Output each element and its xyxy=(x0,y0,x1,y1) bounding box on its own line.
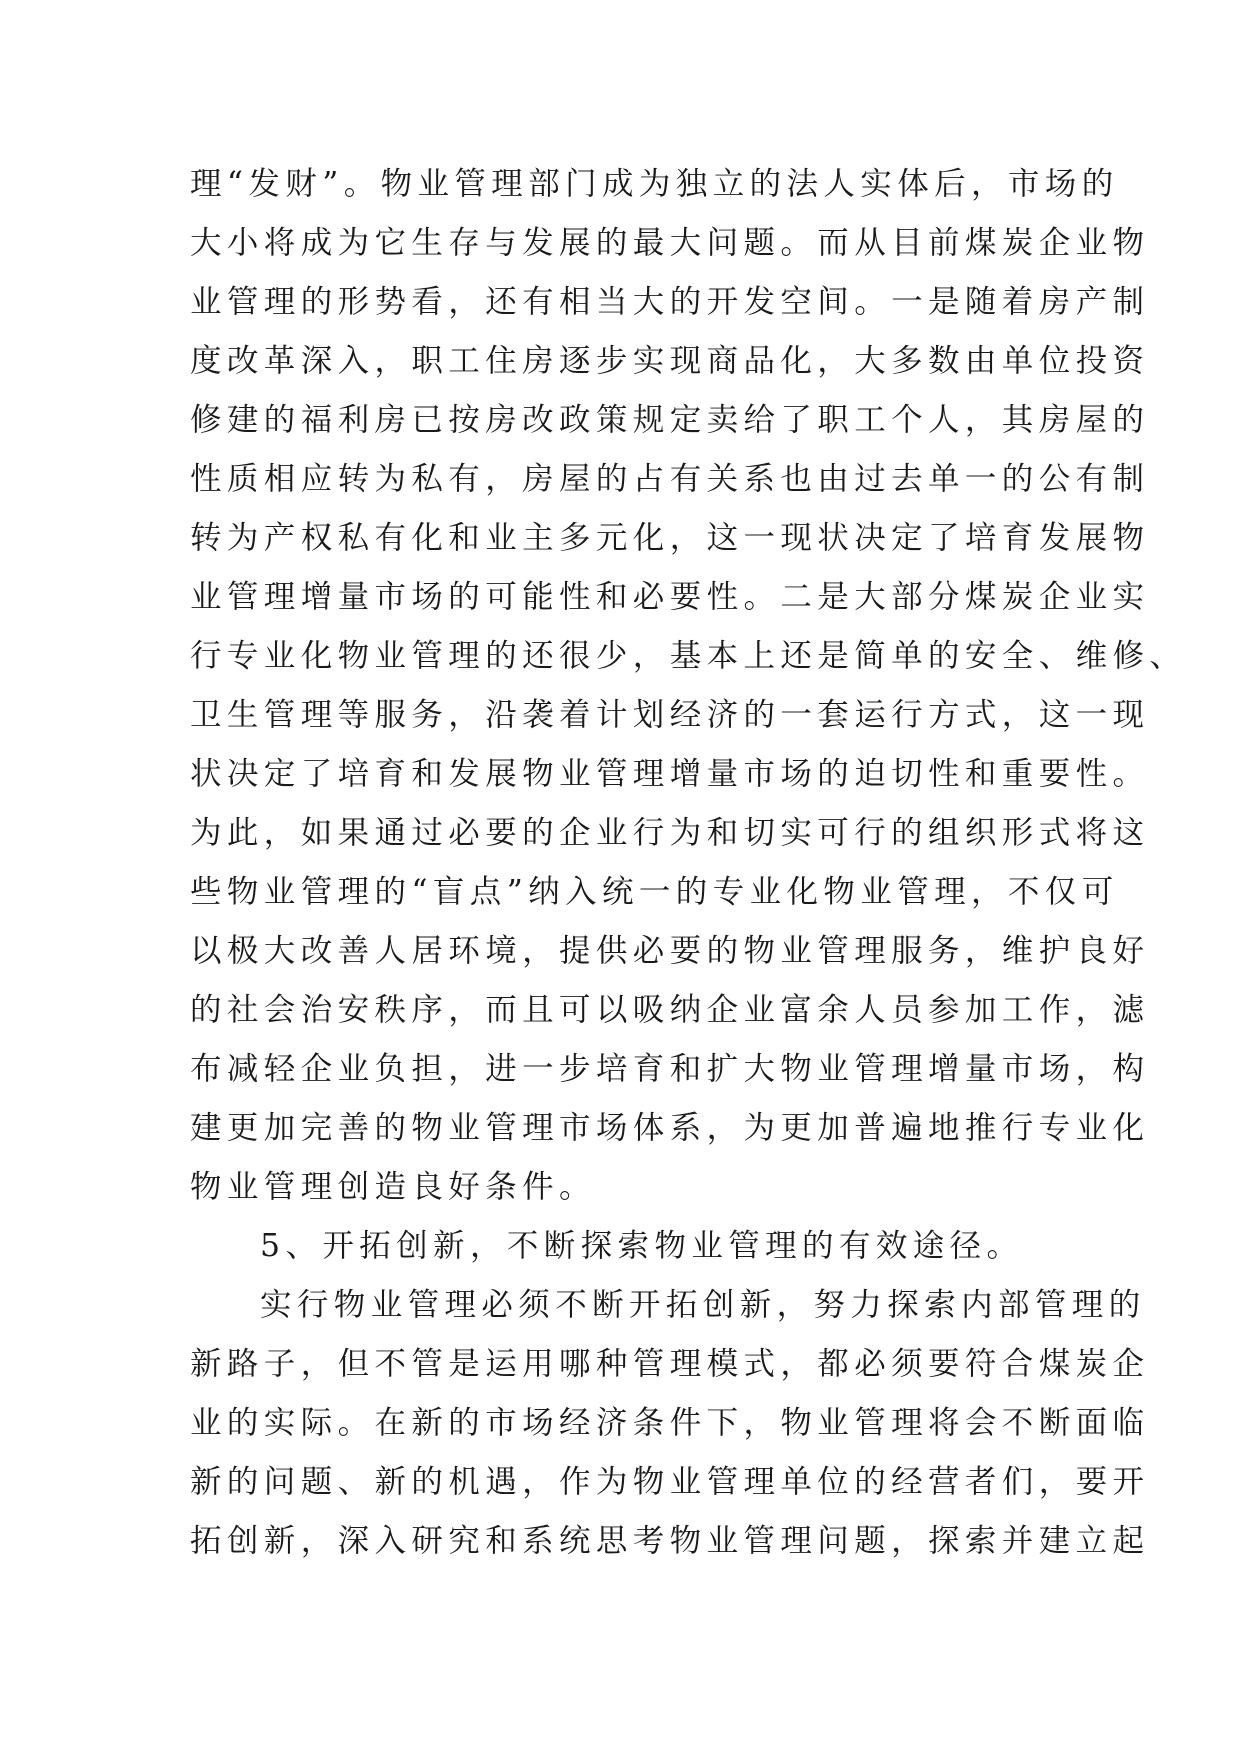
text-line: 度改革深入，职工住房逐步实现商品化，大多数由单位投资 xyxy=(190,343,1150,379)
text-line: 布减轻企业负担，进一步培育和扩大物业管理增量市场，构 xyxy=(190,1051,1150,1087)
text-line: 些物业管理的“盲点”纳入统一的专业化物业管理，不仅可 xyxy=(190,874,1119,910)
text-line: 性质相应转为私有，房屋的占有关系也由过去单一的公有制 xyxy=(190,461,1150,497)
text-line: 建更加完善的物业管理市场体系，为更加普遍地推行专业化 xyxy=(190,1110,1150,1146)
text-line: 拓创新，深入研究和系统思考物业管理问题，探索并建立起 xyxy=(190,1523,1150,1559)
text-line: 为此，如果通过必要的企业行为和切实可行的组织形式将这 xyxy=(190,815,1150,851)
text-line: 新路子，但不管是运用哪种管理模式，都必须要符合煤炭企 xyxy=(190,1346,1150,1382)
text-line: 业管理增量市场的可能性和必要性。二是大部分煤炭企业实 xyxy=(190,579,1150,615)
text-line: 业管理的形势看，还有相当大的开发空间。一是随着房产制 xyxy=(190,284,1150,320)
body-text xyxy=(190,155,1187,1571)
text-line: 大小将成为它生存与发展的最大问题。而从目前煤炭企业物 xyxy=(190,225,1150,261)
text-line: 转为产权私有化和业主多元化，这一现状决定了培育发展物 xyxy=(190,520,1150,556)
text-line: 以极大改善人居环境，提供必要的物业管理服务，维护良好 xyxy=(190,933,1150,969)
text-line: 状决定了培育和发展物业管理增量市场的迫切性和重要性。 xyxy=(190,756,1150,792)
text-line: 物业管理创造良好条件。 xyxy=(190,1169,596,1205)
paragraph-first-line: 实行物业管理必须不断开拓创新，努力探索内部管理的 xyxy=(260,1287,1146,1323)
text-line: 修建的福利房已按房改政策规定卖给了职工个人，其房屋的 xyxy=(190,402,1150,438)
section-heading: 5、开拓创新，不断探索物业管理的有效途径。 xyxy=(260,1228,1024,1264)
text-line: 行专业化物业管理的还很少，基本上还是简单的安全、维修、 xyxy=(190,638,1187,674)
text-line: 业的实际。在新的市场经济条件下，物业管理将会不断面临 xyxy=(190,1405,1150,1441)
text-line: 卫生管理等服务，沿袭着计划经济的一套运行方式，这一现 xyxy=(190,697,1150,733)
text-line: 理“发财”。物业管理部门成为独立的法人实体后，市场的 xyxy=(190,166,1119,202)
text-line: 新的问题、新的机遇，作为物业管理单位的经营者们，要开 xyxy=(190,1464,1150,1500)
text-line: 的社会治安秩序，而且可以吸纳企业富余人员参加工作，滤 xyxy=(190,992,1150,1028)
